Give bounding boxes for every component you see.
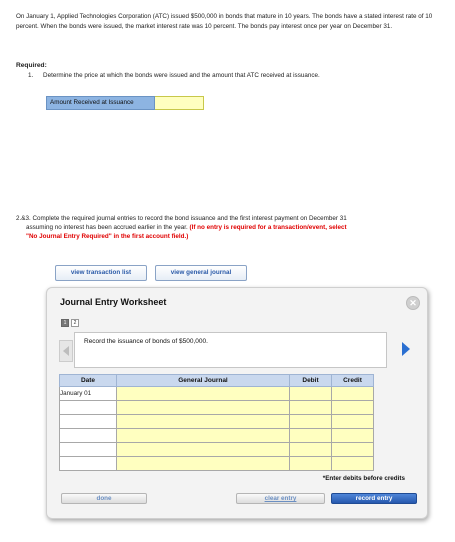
record-entry-button[interactable]: record entry <box>331 493 417 504</box>
part-2-3-line1: 2.&3. Complete the required journal entries to record the bond issuance and the first interest payment on December 31 <box>16 215 347 222</box>
column-header-credit: Credit <box>332 375 374 387</box>
required-heading: Required: <box>16 62 47 69</box>
debit-cell[interactable] <box>290 415 332 429</box>
part-2-3-line2-text: assuming no interest has been accrued earlier in the year. <box>26 224 188 231</box>
journal-table <box>59 374 374 471</box>
journal-entry-worksheet <box>46 287 428 519</box>
credit-cell[interactable] <box>332 429 374 443</box>
column-header-general-journal: General Journal <box>117 375 290 387</box>
clear-entry-button[interactable]: clear entry <box>236 493 325 504</box>
part-2-3-warning-2: "No Journal Entry Required" in the first account field.) <box>26 233 189 240</box>
page-tab-2[interactable]: 2 <box>71 319 79 327</box>
amount-received-label: Amount Received at Issuance <box>46 96 155 110</box>
debit-cell[interactable] <box>290 429 332 443</box>
part-2-3-warning-1: (If no entry is required for a transaction/event, select <box>189 224 347 231</box>
column-header-debit: Debit <box>290 375 332 387</box>
amount-received-input[interactable] <box>155 96 204 110</box>
debit-cell[interactable] <box>290 443 332 457</box>
part-2-3-instructions <box>16 214 436 241</box>
part-2-3-line2 <box>16 223 436 232</box>
account-cell[interactable] <box>117 415 290 429</box>
worksheet-page-tabs <box>61 319 79 327</box>
debit-cell[interactable] <box>290 457 332 471</box>
debit-cell[interactable] <box>290 387 332 401</box>
view-transaction-list-button[interactable]: view transaction list <box>55 265 147 281</box>
required-item-text: Determine the price at which the bonds were issued and the amount that ATC received at issuance. <box>43 72 320 79</box>
account-cell[interactable] <box>117 401 290 415</box>
date-cell[interactable] <box>60 457 117 471</box>
worksheet-instruction: Record the issuance of bonds of $500,000. <box>74 332 387 368</box>
table-row <box>60 401 374 415</box>
credit-cell[interactable] <box>332 401 374 415</box>
required-item-1 <box>28 72 320 79</box>
table-row <box>60 429 374 443</box>
page-tab-1[interactable]: 1 <box>61 319 69 327</box>
close-icon[interactable]: ✕ <box>406 296 420 310</box>
date-cell[interactable] <box>60 401 117 415</box>
prev-arrow-icon[interactable] <box>59 340 73 362</box>
problem-statement: On January 1, Applied Technologies Corporation (ATC) issued $500,000 in bonds that mature in 10 years. The bonds have a stated interest rate of 10 percent. When the bonds were issued, the market interest rate was 10 percent. The bonds pay interest once per year on December 31. <box>16 13 433 30</box>
column-header-date: Date <box>60 375 117 387</box>
account-cell[interactable] <box>117 457 290 471</box>
view-general-journal-button[interactable]: view general journal <box>155 265 247 281</box>
amount-received-row <box>46 96 204 110</box>
account-cell[interactable] <box>117 443 290 457</box>
credit-cell[interactable] <box>332 387 374 401</box>
date-cell[interactable]: January 01 <box>60 387 117 401</box>
account-cell[interactable] <box>117 387 290 401</box>
date-cell[interactable] <box>60 415 117 429</box>
debit-cell[interactable] <box>290 401 332 415</box>
date-cell[interactable] <box>60 429 117 443</box>
debits-before-credits-note: *Enter debits before credits <box>322 475 405 482</box>
date-cell[interactable] <box>60 443 117 457</box>
done-button[interactable]: done <box>61 493 147 504</box>
next-arrow-icon[interactable] <box>401 342 411 356</box>
credit-cell[interactable] <box>332 457 374 471</box>
account-cell[interactable] <box>117 429 290 443</box>
worksheet-title: Journal Entry Worksheet <box>60 297 167 307</box>
credit-cell[interactable] <box>332 415 374 429</box>
table-row <box>60 415 374 429</box>
credit-cell[interactable] <box>332 443 374 457</box>
required-item-number: 1. <box>28 72 34 79</box>
table-row <box>60 457 374 471</box>
table-row <box>60 443 374 457</box>
table-row <box>60 387 374 401</box>
